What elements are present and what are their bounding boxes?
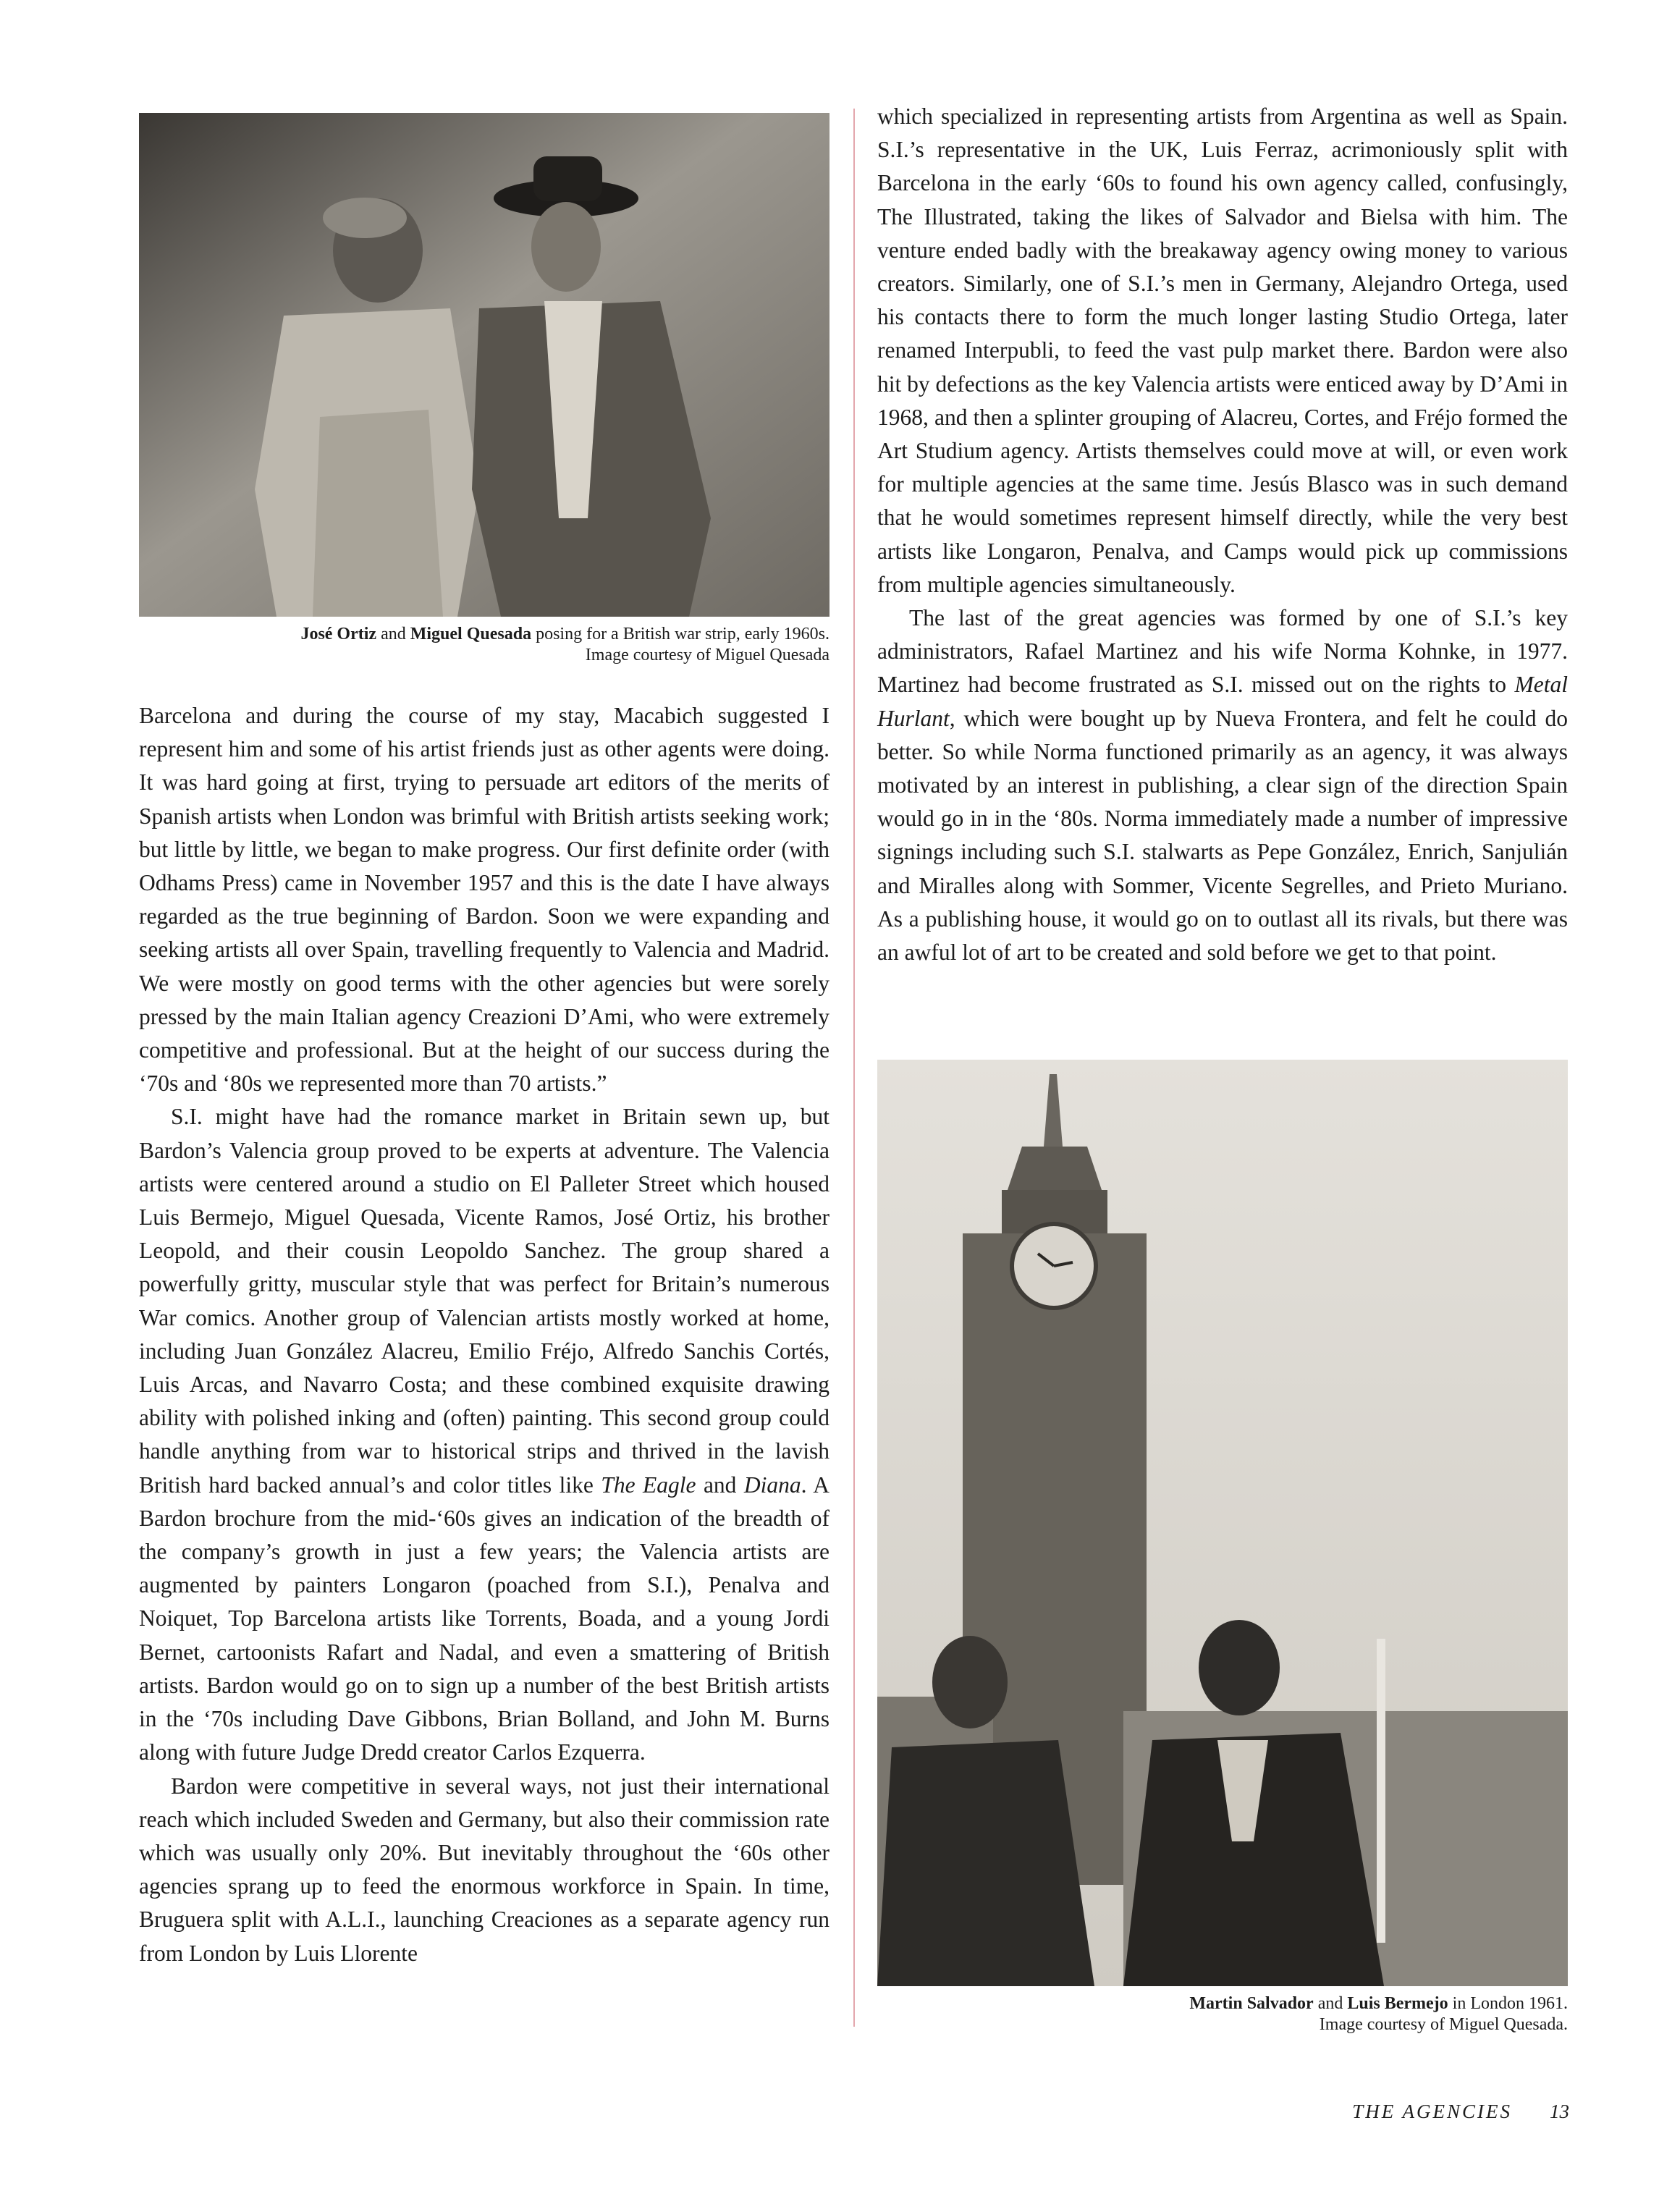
title-the-eagle: The Eagle [601,1472,696,1498]
photo-ortiz-quesada-caption: José Ortiz and Miguel Quesada posing for a British war strip, early 1960s. Image courtesy of Miguel Quesada [139,624,830,666]
title-metal-hurlant: Metal Hurlant [877,672,1568,731]
photo-salvador-bermejo-image [877,1060,1568,1986]
column-divider [853,109,855,2027]
photo-ortiz-quesada [139,113,830,617]
body-paragraph: Bardon were competitive in several ways, not just their international reach which included Sweden and Germany, but also their commission rate which was usually only 20%. But inevitably throughout the ‘60s other agencies sprang up to feed the enormous workforce in Spain. In time, Bruguera split with A.L.I., launching Creaciones as a separate agency run from London by Luis Llorente [139,1773,830,1966]
body-paragraph: The last of the great agencies was formed by one of S.I.’s key administrators, Rafael Martinez and his wife Norma Kohnke, in 1977. Martinez had become frustrated as S.I. missed out on the rights to Metal Hurlant, which were bought up by Nueva Frontera, and felt he could do better. So while Norma functioned primarily as an agency, it was always motivated by an interest in publishing, a clear sign of the direction Spain would go in in the ‘80s. Norma immediately made a number of impressive signings including such S.I. stalwarts as Pepe González, Enrich, Sanjulián and Miralles along with Sommer, Vicente Segrelles, and Prieto Muriano. As a publishing house, it would go on to outlast all its rivals, but there was an awful lot of art to be created and sold before we get to that point. [877,605,1568,966]
left-column [139,699,830,1970]
page-number: 13 [1550,2101,1569,2122]
body-paragraph: which specialized in representing artists from Argentina as well as Spain. S.I.’s representative in the UK, Luis Ferraz, acrimoniously split with Barcelona in the early ‘60s to found his own agency called, confusingly, The Illustrated, taking the likes of Salvador and Bielsa with him. The venture ended badly with the breakaway agency owing money to various creators. Similarly, one of S.I.’s men in Germany, Alejandro Ortega, used his contacts there to form the much longer lasting Studio Ortega, later renamed Interpubli, to feed the vast pulp market there. Bardon were also hit by defections as the key Valencia artists were enticed away by D’Ami in 1968, and then a splinter grouping of Alacreu, Cortes, and Fréjo formed the Art Studium agency. Artists themselves could move at will, or even work for multiple agencies at the same time. Jesús Blasco was in such demand that he would sometimes represent himself directly, while the very best artists like Longaron, Penalva, and Camps would pick up commissions from multiple agencies simultaneously. [877,104,1568,597]
photo-salvador-bermejo [877,1060,1568,1986]
section-title: THE AGENCIES [1352,2101,1512,2122]
caption-name-salvador: Martin Salvador [1189,1994,1314,2013]
title-diana: Diana [743,1472,801,1498]
caption-credit: Image courtesy of Miguel Quesada [585,646,830,664]
running-footer [1352,2101,1569,2123]
caption-name-bermejo: Luis Bermejo [1347,1994,1448,2013]
caption-name-quesada: Miguel Quesada [410,625,532,643]
photo-ortiz-quesada-image [139,113,830,617]
right-column [877,100,1568,969]
caption-name-ortiz: José Ortiz [300,625,377,643]
photo-salvador-bermejo-caption: Martin Salvador and Luis Bermejo in London 1961. Image courtesy of Miguel Quesada. [877,1993,1568,2035]
body-paragraph: Barcelona and during the course of my stay, Macabich suggested I represent him and some of his artist friends just as other agents were doing. It was hard going at first, trying to persuade art editors of the merits of Spanish artists when London was brimful with British artists seeking work; but little by little, we began to make progress. Our first definite order (with Odhams Press) came in November 1957 and this is the date I have always regarded as the true beginning of Bardon. Soon we were expanding and seeking artists all over Spain, travelling frequently to Valencia and Madrid. We were mostly on good terms with the other agencies but were sorely pressed by the main Italian agency Creazioni D’Ami, who were extremely competitive and professional. But at the height of our success during the ‘70s and ‘80s we represented more than 70 artists.” [139,703,830,1097]
caption-credit: Image courtesy of Miguel Quesada. [1319,2015,1568,2034]
body-paragraph: S.I. might have had the romance market in Britain sewn up, but Bardon’s Valencia group proved to be experts at adventure. The Valencia artists were centered around a studio on El Palleter Street which housed Luis Bermejo, Miguel Quesada, Vicente Ramos, José Ortiz, his brother Leopold, and their cousin Leopoldo Sanchez. The group shared a powerfully gritty, muscular style that was perfect for Britain’s numerous War comics. Another group of Valencian artists mostly worked at home, including Juan González Alacreu, Emilio Fréjo, Alfredo Sanchis Cortés, Luis Arcas, and Navarro Costa; and these combined exquisite drawing ability with polished inking and (often) painting. This second group could handle anything from war to historical strips and thrived in the lavish British hard backed annual’s and color titles like The Eagle and Diana. A Bardon brochure from the mid-‘60s gives an indication of the breadth of the company’s growth in just a few years; the Valencia artists are augmented by painters Longaron (poached from S.I.), Penalva and Noiquet, Top Barcelona artists like Torrents, Boada, and a young Jordi Bernet, cartoonists Rafart and Nadal, and even a smattering of British artists. Bardon would go on to sign up a number of the best British artists in the ‘70s including Dave Gibbons, Brian Bolland, and John M. Burns along with future Judge Dredd creator Carlos Ezquerra. [139,1104,830,1765]
